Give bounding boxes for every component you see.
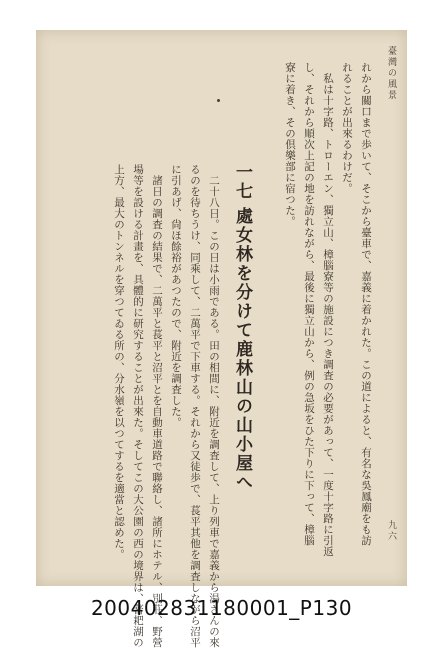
text-line: れることが出來るわけだ。: [341, 62, 353, 194]
text-line: 諸日の調査の結果で、二萬平と萇平と沼平とを自動車道路で聯絡し、諸所にホテル、別莊、野營: [151, 175, 163, 648]
text-line: 私は十字路、トローエン、獨立山、樟腦寮等の施設につき調査の必要があって、一度十字路に引返: [322, 73, 334, 557]
page-number: 九六: [386, 520, 396, 542]
text-line: 二十八日。この日は小雨である。田の相間に、附近を調査して、上り列車で嘉義から湯さんの來: [208, 175, 220, 648]
running-header-title: 臺灣の風景: [386, 46, 396, 101]
section-title: 處女林を分けて鹿林山の山小屋へ: [232, 207, 252, 492]
text-line: 上方、最大のトンネルを穿つてゐる所の、分水嶺を以つてするを適當と認めた。: [113, 164, 125, 560]
text-line: 場等を設ける計畫を、具體的に研究することが出來た。そしてこの大公園の西の境界は、蕃耙湖の: [132, 164, 144, 648]
text-line: し、それから順次上記の地を訪れながら、最後に獨立山から、例の急坂をひた下りに下って、樟腦: [303, 62, 315, 546]
text-line: に引あげ、尙ほ餘裕があつたので、附近を調査した。: [170, 164, 182, 428]
section-number: 一七: [232, 163, 252, 201]
text-line: れから關口まで歩いて、そこから臺車で、嘉義に着かれた。この道によると、有名な吳鳳廟をも訪: [360, 62, 372, 546]
image-id-caption: 200402831180001_P130: [90, 596, 353, 620]
section-marker-dot: [217, 99, 220, 102]
text-line: 寮に着き、その倶樂部に宿つた。: [284, 62, 296, 227]
text-line: るのを待ちうけ、同乘して、二萬平で下車する。それから又徒歩で、萇平其他を調査しながら沼平: [189, 164, 201, 648]
